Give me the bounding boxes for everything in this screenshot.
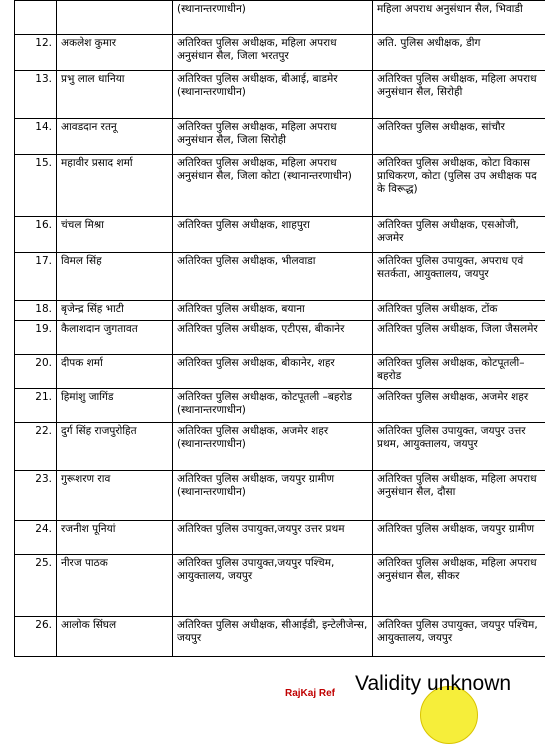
serial-number-cell: 23. (15, 471, 57, 521)
new-posting-cell: अतिरिक्त पुलिस अधीक्षक, महिला अपराध अनुसंधान सैल, दौसा (373, 471, 545, 521)
officer-name-cell: प्रभु लाल धानिया (57, 71, 173, 119)
current-posting-cell: (स्थानान्तरणाधीन) (173, 1, 373, 35)
table-row (15, 321, 545, 355)
current-posting-cell: अतिरिक्त पुलिस अधीक्षक, महिला अपराध अनुसंधान सैल, जिला भरतपुर (173, 35, 373, 71)
current-posting-cell: अतिरिक्त पुलिस अधीक्षक, बयाना (173, 301, 373, 321)
serial-number-cell: 21. (15, 389, 57, 423)
new-posting-cell: अतिरिक्त पुलिस उपायुक्त, जयपुर उत्तर प्रथम, आयुक्तालय, जयपुर (373, 423, 545, 471)
serial-number-cell: 16. (15, 217, 57, 253)
officer-name-cell: महावीर प्रसाद शर्मा (57, 155, 173, 217)
officer-name-cell: चंचल मिश्रा (57, 217, 173, 253)
rajkaj-ref: RajKaj Ref (285, 688, 335, 699)
current-posting-cell: अतिरिक्त पुलिस उपायुक्त,जयपुर उत्तर प्रथम (173, 521, 373, 555)
serial-number-cell: 25. (15, 555, 57, 617)
current-posting-cell: अतिरिक्त पुलिस अधीक्षक, बीकानेर, शहर (173, 355, 373, 389)
current-posting-cell: अतिरिक्त पुलिस अधीक्षक, कोटपूतली –बहरोड (स्थानान्तरणाधीन) (173, 389, 373, 423)
serial-number-cell: 13. (15, 71, 57, 119)
table-row (15, 253, 545, 301)
serial-number-cell: 17. (15, 253, 57, 301)
officer-name-cell: विमल सिंह (57, 253, 173, 301)
officer-name-cell: दीपक शर्मा (57, 355, 173, 389)
officer-name-cell: नीरज पाठक (57, 555, 173, 617)
table-row (15, 71, 545, 119)
table-row (15, 1, 545, 35)
current-posting-cell: अतिरिक्त पुलिस अधीक्षक, जयपुर ग्रामीण (स्थानान्तरणाधीन) (173, 471, 373, 521)
officer-name-cell: दुर्ग सिंह राजपुरोहित (57, 423, 173, 471)
serial-number-cell: 15. (15, 155, 57, 217)
new-posting-cell: अतिरिक्त पुलिस अधीक्षक, कोटा विकास प्राधिकरण, कोटा (पुलिस उप अधीक्षक पद के विरूद्ध) (373, 155, 545, 217)
officer-name-cell: बृजेन्द्र सिंह भाटी (57, 301, 173, 321)
current-posting-cell: अतिरिक्त पुलिस अधीक्षक, भीलवाडा (173, 253, 373, 301)
current-posting-cell: अतिरिक्त पुलिस अधीक्षक, अजमेर शहर (स्थानान्तरणाधीन) (173, 423, 373, 471)
current-posting-cell: अतिरिक्त पुलिस अधीक्षक, सीआईडी, इन्टेलीजेन्स, जयपुर (173, 617, 373, 657)
officer-name-cell: आवडदान रतनू (57, 119, 173, 155)
officer-name-cell (57, 1, 173, 35)
officer-name-cell: अकलेश कुमार (57, 35, 173, 71)
new-posting-cell: अतिरिक्त पुलिस अधीक्षक, महिला अपराध अनुसंधान सैल, सिरोही (373, 71, 545, 119)
new-posting-cell: अतिरिक्त पुलिस अधीक्षक, टोंक (373, 301, 545, 321)
officer-name-cell: कैलाशदान जुगतावत (57, 321, 173, 355)
new-posting-cell: अतिरिक्त पुलिस अधीक्षक, कोटपूतली–बहरोड (373, 355, 545, 389)
serial-number-cell: 24. (15, 521, 57, 555)
serial-number-cell (15, 1, 57, 35)
table-row (15, 471, 545, 521)
new-posting-cell: अतिरिक्त पुलिस अधीक्षक, सांचौर (373, 119, 545, 155)
serial-number-cell: 14. (15, 119, 57, 155)
new-posting-cell: अतिरिक्त पुलिस अधीक्षक, अजमेर शहर (373, 389, 545, 423)
table-row (15, 355, 545, 389)
new-posting-cell: अतिरिक्त पुलिस अधीक्षक, जयपुर ग्रामीण (373, 521, 545, 555)
new-posting-cell: अतिरिक्त पुलिस उपायुक्त, जयपुर पश्चिम, आयुक्तालय, जयपुर (373, 617, 545, 657)
table-row (15, 301, 545, 321)
current-posting-cell: अतिरिक्त पुलिस अधीक्षक, महिला अपराध अनुसंधान सैल, जिला सिरोही (173, 119, 373, 155)
table-body (15, 1, 545, 657)
officer-name-cell: गुरूशरण राव (57, 471, 173, 521)
officer-name-cell: आलोक सिंघल (57, 617, 173, 657)
table-row (15, 555, 545, 617)
serial-number-cell: 20. (15, 355, 57, 389)
signature-validity-text: Validity unknown (355, 672, 511, 696)
table-row (15, 617, 545, 657)
officer-name-cell: रजनीश पूनियां (57, 521, 173, 555)
table-row (15, 119, 545, 155)
officer-name-cell: हिमांशु जागिंड (57, 389, 173, 423)
new-posting-cell: अतिरिक्त पुलिस अधीक्षक, एसओजी, अजमेर (373, 217, 545, 253)
table-row (15, 155, 545, 217)
table-row (15, 35, 545, 71)
serial-number-cell: 22. (15, 423, 57, 471)
current-posting-cell: अतिरिक्त पुलिस उपायुक्त,जयपुर पश्चिम, आयुक्तालय, जयपुर (173, 555, 373, 617)
table-row (15, 217, 545, 253)
new-posting-cell: अतिरिक्त पुलिस उपायुक्त, अपराध एवं सतर्कता, आयुक्तालय, जयपुर (373, 253, 545, 301)
serial-number-cell: 19. (15, 321, 57, 355)
new-posting-cell: अति. पुलिस अधीक्षक, डीग (373, 35, 545, 71)
new-posting-cell: अतिरिक्त पुलिस अधीक्षक, जिला जैसलमेर (373, 321, 545, 355)
transfer-table (14, 0, 545, 657)
table-row (15, 423, 545, 471)
serial-number-cell: 12. (15, 35, 57, 71)
current-posting-cell: अतिरिक्त पुलिस अधीक्षक, शाहपुरा (173, 217, 373, 253)
serial-number-cell: 18. (15, 301, 57, 321)
new-posting-cell: अतिरिक्त पुलिस अधीक्षक, महिला अपराध अनुसंधान सैल, सीकर (373, 555, 545, 617)
serial-number-cell: 26. (15, 617, 57, 657)
new-posting-cell: महिला अपराध अनुसंधान सैल, भिवाडी (373, 1, 545, 35)
table-row (15, 389, 545, 423)
table-row (15, 521, 545, 555)
current-posting-cell: अतिरिक्त पुलिस अधीक्षक, महिला अपराध अनुसंधान सैल, जिला कोटा (स्थानान्तरणाधीन) (173, 155, 373, 217)
current-posting-cell: अतिरिक्त पुलिस अधीक्षक, बीआई, बाडमेर (स्थानान्तरणाधीन) (173, 71, 373, 119)
current-posting-cell: अतिरिक्त पुलिस अधीक्षक, एटीएस, बीकानेर (173, 321, 373, 355)
